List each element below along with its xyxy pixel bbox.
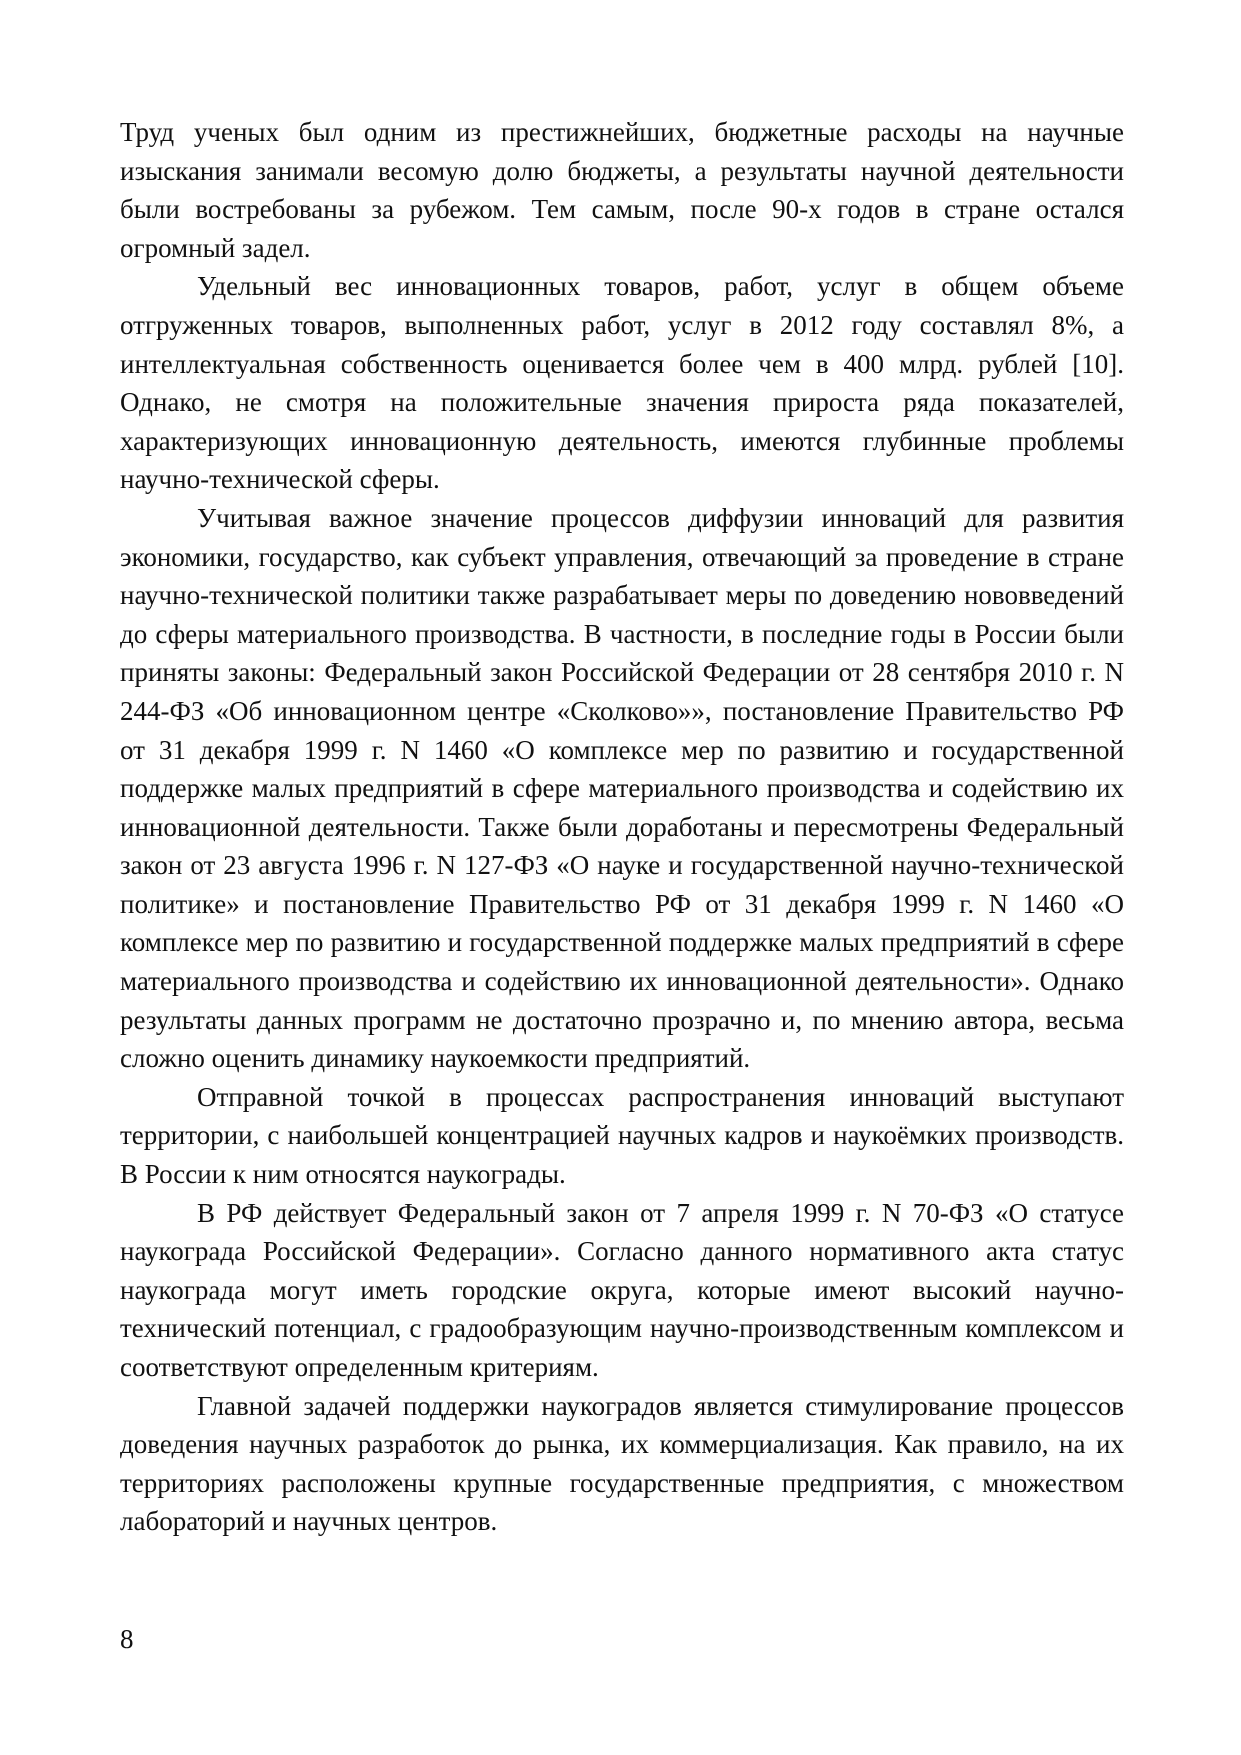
paragraph-6: Главной задачей поддержки наукоградов является стимулирование процессов доведения научных разработок до рынка, их коммерциализация. Как правило, на их территориях расположены крупные государственные предприятия, с множеством лабораторий и научных центров. xyxy=(120,1390,1124,1537)
paragraph-4: Отправной точкой в процессах распространения инноваций выступают территории, с наибольшей концентрацией научных кадров и наукоёмких производств. В России к ним относятся наукограды. xyxy=(120,1081,1124,1190)
paragraph-1: Труд ученых был одним из престижнейших, бюджетные расходы на научные изыскания занимали весомую долю бюджеты, а результаты научной деятельности были востребованы за рубежом. Тем самым, после 90-х годов в стране остался огромный задел. xyxy=(120,117,1124,263)
page-body xyxy=(120,113,1124,1541)
page-number: 8 xyxy=(120,1624,134,1654)
paragraph-2: Удельный вес инновационных товаров, работ, услуг в общем объеме отгруженных товаров, выполненных работ, услуг в 2012 году составлял 8%, а интеллектуальная собственность оценивается более чем в 400 млрд. рублей [10]. Однако, не смотря на положительные значения прироста ряда показателей, характеризующих инновационную деятельность, имеются глубинные проблемы научно-технической сферы. xyxy=(120,271,1124,495)
paragraph-5: В РФ действует Федеральный закон от 7 апреля 1999 г. N 70-ФЗ «О статусе наукограда Российской Федерации». Согласно данного нормативного акта статус наукограда могут иметь городские округа, которые имеют высокий научно-технический потенциал, с градообразующим научно-производственным комплексом и соответствуют определенным критериям. xyxy=(120,1197,1124,1382)
paragraph-3: Учитывая важное значение процессов диффузии инноваций для развития экономики, государство, как субъект управления, отвечающий за проведение в стране научно-технической политики также разрабатывает меры по доведению нововведений до сферы материального производства. В частности, в последние годы в России были приняты законы: Федеральный закон Российской Федерации от 28 сентября 2010 г. N 244-ФЗ «Об инновационном центре «Сколково»», постановление Правительство РФ от 31 декабря 1999 г. N 1460 «О комплексе мер по развитию и государственной поддержке малых предприятий в сфере материального производства и содействию их инновационной деятельности. Также были доработаны и пересмотрены Федеральный закон от 23 августа 1996 г. N 127-ФЗ «О науке и государственной научно-технической политике» и постановление Правительство РФ от 31 декабря 1999 г. N 1460 «О комплексе мер по развитию и государственной поддержке малых предприятий в сфере материального производства и содействию их инновационной деятельности». Однако результаты данных программ не достаточно прозрачно и, по мнению автора, весьма сложно оценить динамику наукоемкости предприятий. xyxy=(120,502,1124,1074)
